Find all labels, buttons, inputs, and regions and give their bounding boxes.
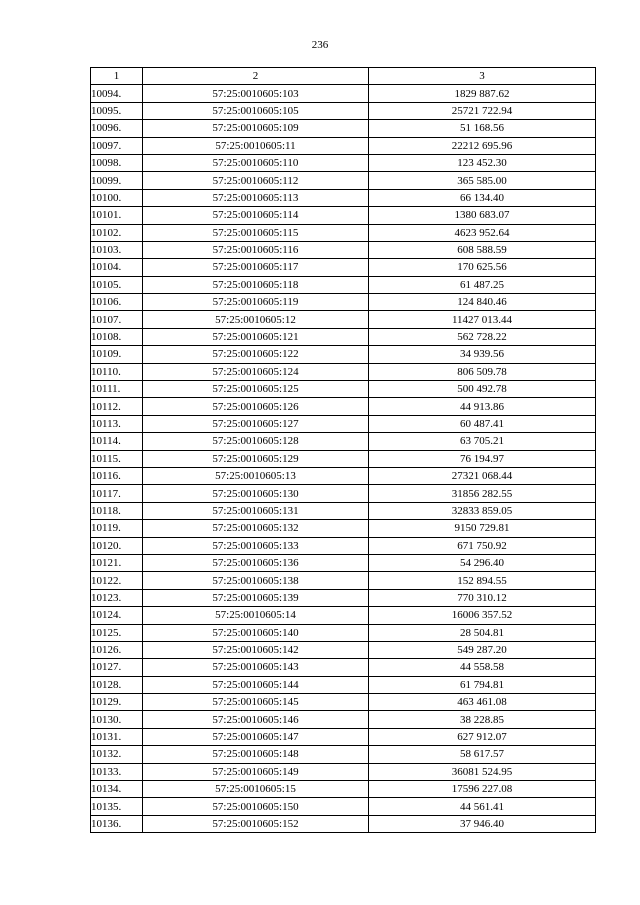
table-row xyxy=(91,746,596,763)
cadastral-value: 66 134.40 xyxy=(369,189,596,206)
cadastral-number: 57:25:0010605:138 xyxy=(143,572,369,589)
cadastral-number: 57:25:0010605:103 xyxy=(143,85,369,102)
cadastral-number: 57:25:0010605:136 xyxy=(143,554,369,571)
row-number: 10097. xyxy=(91,137,143,154)
cadastral-number: 57:25:0010605:140 xyxy=(143,624,369,641)
table-row xyxy=(91,381,596,398)
cadastral-value: 463 461.08 xyxy=(369,694,596,711)
row-number: 10109. xyxy=(91,346,143,363)
table-header xyxy=(91,68,596,85)
row-number: 10112. xyxy=(91,398,143,415)
cadastral-value: 9150 729.81 xyxy=(369,520,596,537)
cadastral-number: 57:25:0010605:118 xyxy=(143,276,369,293)
cadastral-number: 57:25:0010605:145 xyxy=(143,694,369,711)
row-number: 10115. xyxy=(91,450,143,467)
cadastral-number: 57:25:0010605:126 xyxy=(143,398,369,415)
table-row xyxy=(91,189,596,206)
cadastral-number: 57:25:0010605:147 xyxy=(143,728,369,745)
cadastral-number: 57:25:0010605:152 xyxy=(143,815,369,832)
row-number: 10106. xyxy=(91,294,143,311)
cadastral-number: 57:25:0010605:13 xyxy=(143,467,369,484)
cadastral-number: 57:25:0010605:116 xyxy=(143,241,369,258)
row-number: 10096. xyxy=(91,120,143,137)
cadastral-number: 57:25:0010605:132 xyxy=(143,520,369,537)
row-number: 10103. xyxy=(91,241,143,258)
table-row xyxy=(91,346,596,363)
cadastral-number: 57:25:0010605:119 xyxy=(143,294,369,311)
table-row xyxy=(91,554,596,571)
column-header-1: 1 xyxy=(91,68,143,85)
cadastral-number: 57:25:0010605:12 xyxy=(143,311,369,328)
row-number: 10110. xyxy=(91,363,143,380)
cadastral-number: 57:25:0010605:113 xyxy=(143,189,369,206)
cadastral-value: 124 840.46 xyxy=(369,294,596,311)
cadastral-value: 627 912.07 xyxy=(369,728,596,745)
table-row xyxy=(91,328,596,345)
row-number: 10102. xyxy=(91,224,143,241)
table-row xyxy=(91,520,596,537)
row-number: 10122. xyxy=(91,572,143,589)
cadastral-number: 57:25:0010605:110 xyxy=(143,154,369,171)
cadastral-value: 44 913.86 xyxy=(369,398,596,415)
cadastral-number: 57:25:0010605:117 xyxy=(143,259,369,276)
cadastral-value: 60 487.41 xyxy=(369,415,596,432)
table-body xyxy=(91,85,596,833)
cadastral-number: 57:25:0010605:131 xyxy=(143,502,369,519)
cadastral-value: 28 504.81 xyxy=(369,624,596,641)
table-row xyxy=(91,276,596,293)
row-number: 10104. xyxy=(91,259,143,276)
row-number: 10128. xyxy=(91,676,143,693)
cadastral-number: 57:25:0010605:146 xyxy=(143,711,369,728)
row-number: 10107. xyxy=(91,311,143,328)
row-number: 10120. xyxy=(91,537,143,554)
table-row xyxy=(91,259,596,276)
cadastral-number: 57:25:0010605:128 xyxy=(143,433,369,450)
row-number: 10099. xyxy=(91,172,143,189)
cadastral-number: 57:25:0010605:105 xyxy=(143,102,369,119)
cadastral-value: 25721 722.94 xyxy=(369,102,596,119)
cadastral-number: 57:25:0010605:127 xyxy=(143,415,369,432)
table-row xyxy=(91,120,596,137)
cadastral-value: 16006 357.52 xyxy=(369,607,596,624)
cadastral-value: 123 452.30 xyxy=(369,154,596,171)
cadastral-value: 11427 013.44 xyxy=(369,311,596,328)
cadastral-number: 57:25:0010605:122 xyxy=(143,346,369,363)
cadastral-value-table xyxy=(90,67,596,833)
cadastral-value: 671 750.92 xyxy=(369,537,596,554)
row-number: 10117. xyxy=(91,485,143,502)
row-number: 10119. xyxy=(91,520,143,537)
table-row xyxy=(91,207,596,224)
table-row xyxy=(91,102,596,119)
table-row xyxy=(91,641,596,658)
table-row xyxy=(91,311,596,328)
row-number: 10114. xyxy=(91,433,143,450)
cadastral-value: 500 492.78 xyxy=(369,381,596,398)
table-row xyxy=(91,781,596,798)
row-number: 10108. xyxy=(91,328,143,345)
column-header-3: 3 xyxy=(369,68,596,85)
cadastral-value: 34 939.56 xyxy=(369,346,596,363)
cadastral-number: 57:25:0010605:112 xyxy=(143,172,369,189)
row-number: 10095. xyxy=(91,102,143,119)
row-number: 10126. xyxy=(91,641,143,658)
table-row xyxy=(91,415,596,432)
table-row xyxy=(91,711,596,728)
cadastral-value: 37 946.40 xyxy=(369,815,596,832)
table-row xyxy=(91,624,596,641)
cadastral-value: 32833 859.05 xyxy=(369,502,596,519)
cadastral-number: 57:25:0010605:149 xyxy=(143,763,369,780)
table-row xyxy=(91,694,596,711)
table-row xyxy=(91,502,596,519)
cadastral-number: 57:25:0010605:121 xyxy=(143,328,369,345)
cadastral-value: 1380 683.07 xyxy=(369,207,596,224)
table-row xyxy=(91,607,596,624)
cadastral-value: 17596 227.08 xyxy=(369,781,596,798)
row-number: 10121. xyxy=(91,554,143,571)
cadastral-value: 51 168.56 xyxy=(369,120,596,137)
cadastral-number: 57:25:0010605:114 xyxy=(143,207,369,224)
row-number: 10130. xyxy=(91,711,143,728)
cadastral-value: 44 558.58 xyxy=(369,659,596,676)
cadastral-value: 58 617.57 xyxy=(369,746,596,763)
cadastral-number: 57:25:0010605:130 xyxy=(143,485,369,502)
cadastral-value: 608 588.59 xyxy=(369,241,596,258)
cadastral-number: 57:25:0010605:148 xyxy=(143,746,369,763)
cadastral-value: 44 561.41 xyxy=(369,798,596,815)
cadastral-number: 57:25:0010605:15 xyxy=(143,781,369,798)
row-number: 10105. xyxy=(91,276,143,293)
row-number: 10116. xyxy=(91,467,143,484)
table-row xyxy=(91,798,596,815)
row-number: 10098. xyxy=(91,154,143,171)
row-number: 10134. xyxy=(91,781,143,798)
cadastral-value: 549 287.20 xyxy=(369,641,596,658)
row-number: 10127. xyxy=(91,659,143,676)
cadastral-number: 57:25:0010605:144 xyxy=(143,676,369,693)
table-row xyxy=(91,728,596,745)
table-row xyxy=(91,676,596,693)
table-row xyxy=(91,85,596,102)
cadastral-value: 562 728.22 xyxy=(369,328,596,345)
page-number: 236 xyxy=(311,39,329,51)
cadastral-value: 152 894.55 xyxy=(369,572,596,589)
row-number: 10136. xyxy=(91,815,143,832)
cadastral-number: 57:25:0010605:139 xyxy=(143,589,369,606)
row-number: 10123. xyxy=(91,589,143,606)
table-row xyxy=(91,172,596,189)
row-number: 10135. xyxy=(91,798,143,815)
table-row xyxy=(91,537,596,554)
row-number: 10094. xyxy=(91,85,143,102)
table-row xyxy=(91,450,596,467)
cadastral-value: 63 705.21 xyxy=(369,433,596,450)
cadastral-number: 57:25:0010605:150 xyxy=(143,798,369,815)
table-row xyxy=(91,294,596,311)
table-row xyxy=(91,589,596,606)
cadastral-value: 61 794.81 xyxy=(369,676,596,693)
table-row xyxy=(91,433,596,450)
row-number: 10124. xyxy=(91,607,143,624)
table-row xyxy=(91,659,596,676)
row-number: 10131. xyxy=(91,728,143,745)
cadastral-value: 54 296.40 xyxy=(369,554,596,571)
cadastral-value: 38 228.85 xyxy=(369,711,596,728)
cadastral-value: 1829 887.62 xyxy=(369,85,596,102)
cadastral-value: 31856 282.55 xyxy=(369,485,596,502)
cadastral-value: 76 194.97 xyxy=(369,450,596,467)
table-row xyxy=(91,363,596,380)
header-row xyxy=(91,68,596,85)
row-number: 10125. xyxy=(91,624,143,641)
row-number: 10100. xyxy=(91,189,143,206)
cadastral-number: 57:25:0010605:143 xyxy=(143,659,369,676)
cadastral-number: 57:25:0010605:115 xyxy=(143,224,369,241)
cadastral-value: 365 585.00 xyxy=(369,172,596,189)
table-row xyxy=(91,763,596,780)
cadastral-value: 36081 524.95 xyxy=(369,763,596,780)
row-number: 10129. xyxy=(91,694,143,711)
cadastral-value: 806 509.78 xyxy=(369,363,596,380)
table-row xyxy=(91,815,596,832)
cadastral-number: 57:25:0010605:11 xyxy=(143,137,369,154)
cadastral-value: 4623 952.64 xyxy=(369,224,596,241)
row-number: 10118. xyxy=(91,502,143,519)
row-number: 10133. xyxy=(91,763,143,780)
table-row xyxy=(91,137,596,154)
row-number: 10132. xyxy=(91,746,143,763)
cadastral-value: 170 625.56 xyxy=(369,259,596,276)
table-row xyxy=(91,398,596,415)
cadastral-value: 770 310.12 xyxy=(369,589,596,606)
cadastral-number: 57:25:0010605:14 xyxy=(143,607,369,624)
column-header-2: 2 xyxy=(143,68,369,85)
table-row xyxy=(91,572,596,589)
cadastral-number: 57:25:0010605:129 xyxy=(143,450,369,467)
cadastral-value: 61 487.25 xyxy=(369,276,596,293)
table-row xyxy=(91,154,596,171)
row-number: 10101. xyxy=(91,207,143,224)
cadastral-number: 57:25:0010605:124 xyxy=(143,363,369,380)
cadastral-number: 57:25:0010605:125 xyxy=(143,381,369,398)
cadastral-number: 57:25:0010605:142 xyxy=(143,641,369,658)
cadastral-value: 27321 068.44 xyxy=(369,467,596,484)
table-row xyxy=(91,224,596,241)
cadastral-value: 22212 695.96 xyxy=(369,137,596,154)
cadastral-number: 57:25:0010605:109 xyxy=(143,120,369,137)
table-row xyxy=(91,485,596,502)
table-row xyxy=(91,241,596,258)
cadastral-number: 57:25:0010605:133 xyxy=(143,537,369,554)
row-number: 10113. xyxy=(91,415,143,432)
row-number: 10111. xyxy=(91,381,143,398)
table-row xyxy=(91,467,596,484)
